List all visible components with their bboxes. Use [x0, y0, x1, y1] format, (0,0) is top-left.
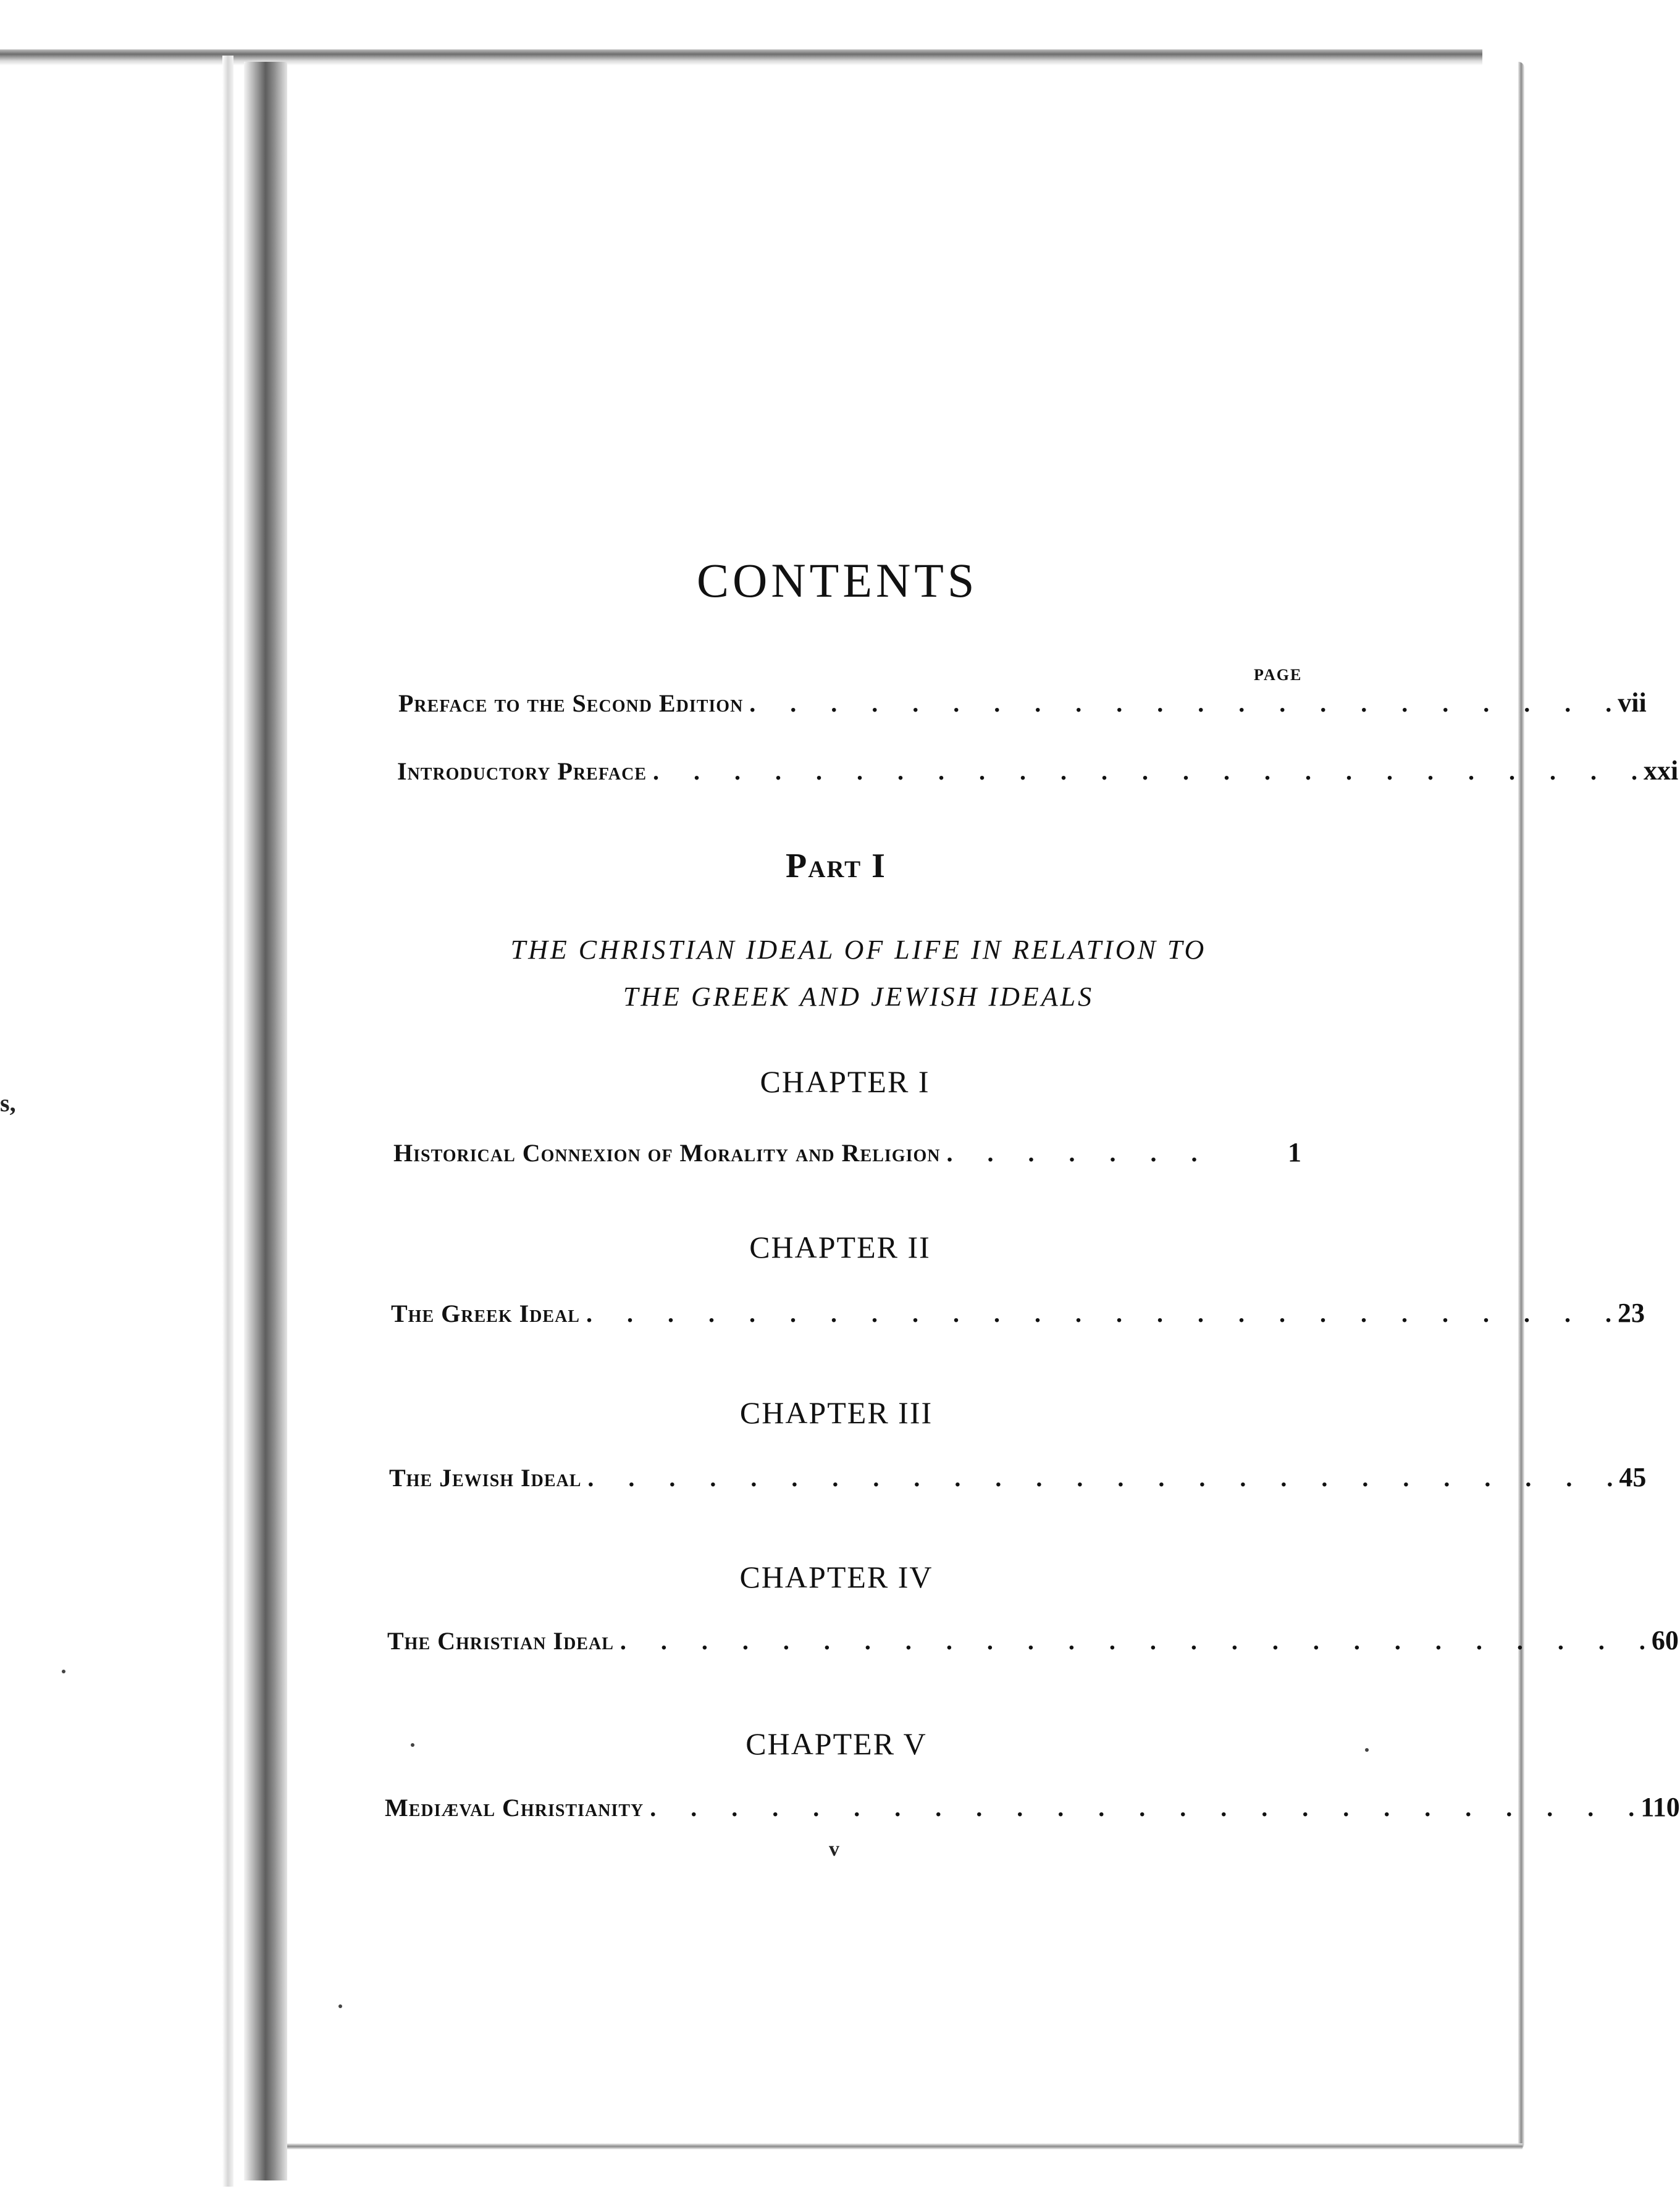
dot-leader: . . . . . . . . . . . . . . . . . . . . . . . . . — [653, 757, 1638, 785]
page-folio: v — [829, 1838, 839, 1861]
toc-page-number: 23 — [1617, 1298, 1645, 1328]
toc-entry-title: Introductory Preface — [397, 757, 647, 785]
toc-entry-title: The Christian Ideal — [387, 1627, 614, 1655]
toc-page-number: vii — [1618, 687, 1647, 718]
dot-leader: . . . . . . . — [946, 1139, 1198, 1167]
toc-entry-chapter-2[interactable] — [391, 1297, 1645, 1334]
toc-page-number: 110 — [1640, 1792, 1680, 1822]
toc-entry-chapter-4[interactable] — [387, 1625, 1679, 1662]
chapter-heading: CHAPTER III — [739, 1395, 933, 1430]
toc-page-number: 1 — [1288, 1137, 1301, 1167]
part-title: Part I — [786, 847, 886, 885]
part-subtitle — [432, 927, 1285, 1020]
part-subtitle-line-1: THE CHRISTIAN IDEAL OF LIFE IN RELATION TO — [510, 935, 1207, 965]
dot-leader: . . . . . . . . . . . . . . . . . . . . . . . . . — [650, 1794, 1635, 1822]
dot-leader: . . . . . . . . . . . . . . . . . . . . . . . . . . — [586, 1300, 1611, 1327]
contents-title: CONTENTS — [697, 553, 978, 607]
book-gutter-shadow — [244, 62, 287, 2180]
dot-leader: . . . . . . . . . . . . . . . . . . . . . . — [749, 689, 1612, 717]
page-bottom-edge — [287, 2143, 1522, 2150]
toc-entry-introductory-preface[interactable] — [397, 755, 1679, 792]
scan-speck — [1365, 1748, 1369, 1752]
toc-entry-title: Mediæval Christianity — [385, 1794, 644, 1822]
toc-entry-title: Historical Connexion of Morality and Religion — [393, 1139, 941, 1167]
toc-entry-preface-second-edition[interactable] — [398, 687, 1647, 724]
toc-entry-chapter-3[interactable] — [389, 1461, 1647, 1499]
toc-page-number: 60 — [1651, 1625, 1679, 1655]
toc-entry-title: The Jewish Ideal — [389, 1464, 582, 1492]
toc-entry-chapter-1[interactable] — [393, 1137, 1301, 1174]
dot-leader: . . . . . . . . . . . . . . . . . . . . . . . . . . — [620, 1627, 1645, 1655]
page-right-edge — [1518, 62, 1524, 2150]
page-column-heading: PAGE — [1254, 666, 1303, 684]
toc-page-number: 45 — [1619, 1462, 1647, 1492]
toc-entry-title: The Greek Ideal — [391, 1300, 580, 1327]
chapter-heading: CHAPTER IV — [739, 1560, 933, 1594]
toc-entry-chapter-5[interactable] — [385, 1791, 1680, 1828]
toc-page-number: xxi — [1644, 755, 1679, 786]
toc-entry-title: Preface to the Second Edition — [398, 689, 744, 717]
chapter-heading: CHAPTER I — [760, 1064, 930, 1099]
scan-speck — [338, 2004, 342, 2008]
part-subtitle-line-2: THE GREEK AND JEWISH IDEALS — [623, 982, 1094, 1012]
margin-text-fragment: s, — [0, 1089, 16, 1117]
scan-speck — [62, 1670, 65, 1673]
previous-page-edge — [222, 56, 233, 2187]
chapter-heading: CHAPTER II — [749, 1230, 931, 1264]
chapter-heading: CHAPTER V — [746, 1726, 927, 1761]
dot-leader: . . . . . . . . . . . . . . . . . . . . . . . . . . — [587, 1464, 1613, 1492]
